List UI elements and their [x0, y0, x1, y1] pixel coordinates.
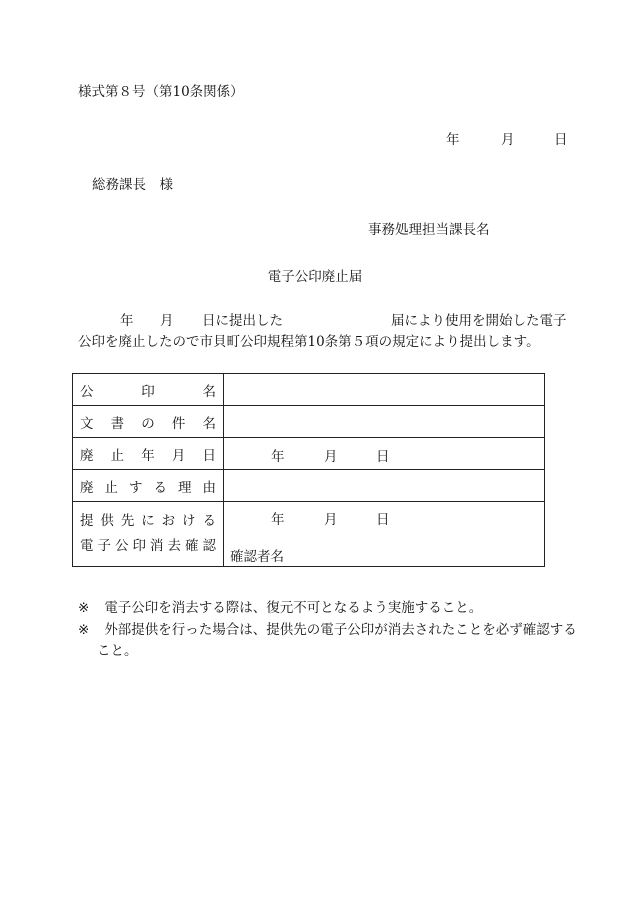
row-label-document-subject [73, 406, 224, 438]
label-char: 認 [202, 538, 216, 554]
form-table [72, 373, 545, 567]
seal-name-field[interactable] [224, 374, 545, 406]
body-year: 年 [120, 313, 134, 329]
label-char: 名 [202, 415, 216, 432]
label-char: 月 [171, 447, 186, 464]
row-label-seal-name [73, 374, 224, 406]
abolish-date-month: 月 [324, 449, 338, 465]
document-subject-field[interactable] [224, 406, 545, 438]
header-date-month: 月 [501, 132, 515, 148]
label-char: 書 [110, 415, 125, 432]
label-char: 提 [80, 513, 94, 529]
confirm-date-month: 月 [324, 512, 338, 528]
label-char: る [153, 479, 167, 496]
form-number: 様式第８号（第10条関係） [78, 84, 244, 100]
body-line-2: 公印を廃止したので市貝町公印規程第10条第５項の規定により提出します。 [78, 334, 540, 350]
note-1 [78, 596, 482, 616]
label-char: 止 [104, 479, 118, 496]
label-char: 供 [100, 513, 114, 529]
erasure-confirmation-field[interactable] [224, 502, 545, 567]
page-title: 電子公印廃止届 [267, 269, 363, 285]
submitter-title: 事務処理担当課長名 [368, 222, 490, 238]
confirm-date-day: 日 [376, 512, 390, 528]
header-date-year: 年 [446, 132, 460, 148]
row-label-erasure-confirmation [73, 502, 224, 567]
note-mark: ※ [78, 600, 90, 616]
note-2 [78, 618, 577, 638]
table-row [73, 502, 545, 567]
label-char: る [202, 513, 216, 529]
table-row [73, 438, 545, 470]
label-char: 印 [141, 383, 155, 400]
abolish-date-day: 日 [376, 449, 390, 465]
table-row [73, 470, 545, 502]
label-char: 印 [132, 538, 146, 554]
abolish-reason-field[interactable] [224, 470, 545, 502]
label-char: け [182, 513, 196, 529]
label-char: 公 [115, 538, 129, 554]
abolish-date-field[interactable] [224, 438, 545, 470]
label-char: 先 [120, 513, 135, 529]
label-char: 理 [178, 479, 192, 496]
note-mark: ※ [78, 622, 90, 638]
body-month: 月 [160, 313, 174, 329]
label-char: 由 [202, 479, 216, 496]
label-char: 止 [110, 447, 125, 464]
label-char: 公 [80, 383, 94, 400]
note-2-continuation: こと。 [97, 643, 138, 659]
label-char: 廃 [80, 479, 94, 496]
label-char: に [141, 513, 155, 529]
label-char: の [141, 415, 155, 432]
table-row [73, 374, 545, 406]
label-char: 廃 [80, 447, 94, 464]
confirm-date-year: 年 [271, 512, 285, 528]
table-row [73, 406, 545, 438]
body-day-submitted: 日に提出した [202, 313, 283, 329]
label-char: お [161, 513, 176, 529]
row-label-abolish-reason [73, 470, 224, 502]
label-char: 消 [150, 538, 164, 554]
body-notice-use: 届により使用を開始した電子 [391, 313, 567, 329]
label-char: す [129, 479, 143, 496]
header-date-day: 日 [554, 132, 568, 148]
label-char: 子 [97, 538, 111, 554]
note-2-text: 外部提供を行った場合は、提供先の電子公印が消去されたことを必ず確認する [104, 622, 577, 638]
label-char: 電 [80, 538, 94, 554]
note-1-text: 電子公印を消去する際は、復元不可となるよう実施すること。 [104, 600, 483, 616]
label-char: 件 [171, 415, 186, 432]
label-char: 文 [80, 415, 94, 432]
label-char: 確 [185, 538, 199, 554]
addressee: 総務課長 様 [92, 177, 173, 193]
label-char: 名 [202, 383, 216, 400]
row-label-abolish-date [73, 438, 224, 470]
abolish-date-year: 年 [271, 449, 285, 465]
label-char: 年 [141, 447, 155, 464]
confirmer-name-label: 確認者名 [230, 549, 284, 565]
label-char: 日 [202, 447, 216, 464]
label-char: 去 [167, 538, 181, 554]
